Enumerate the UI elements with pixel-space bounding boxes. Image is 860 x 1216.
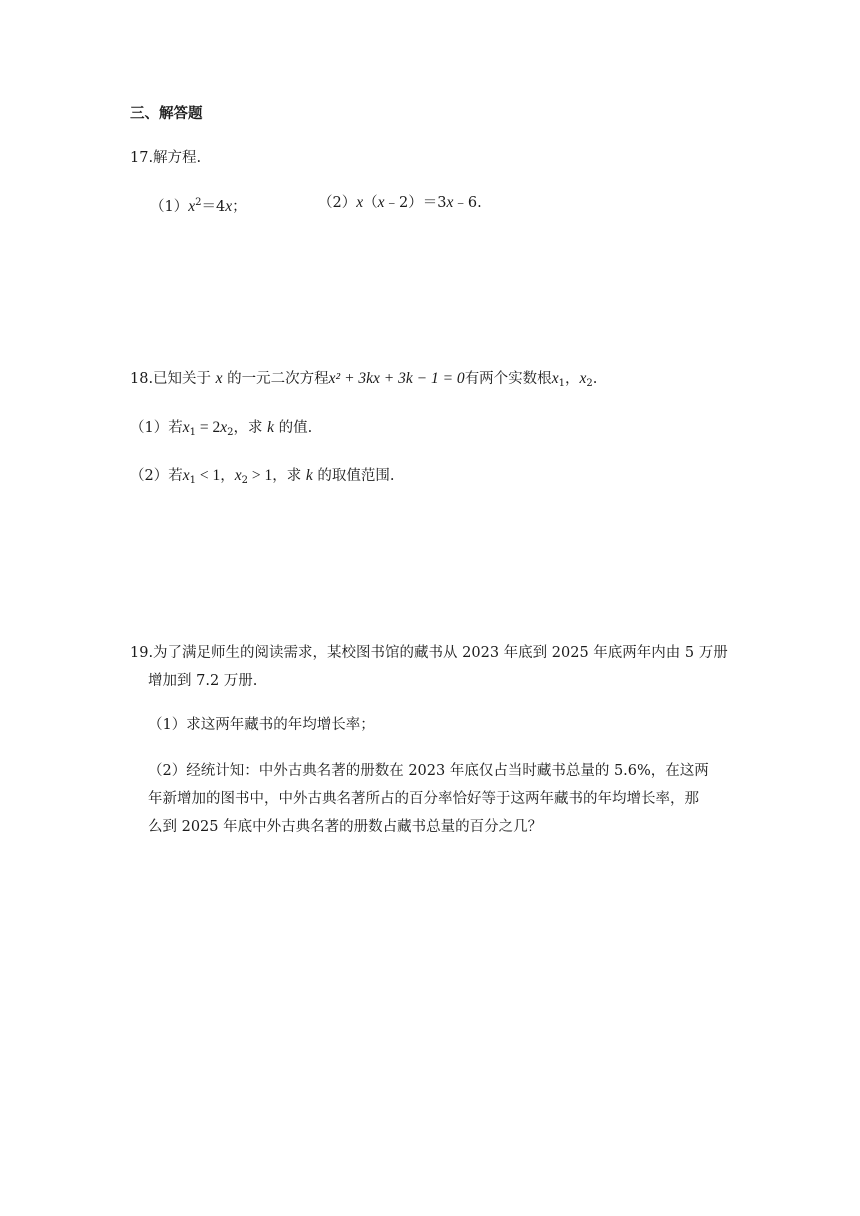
q17-title: 17.解方程.: [130, 150, 202, 166]
q17-part1-exp: 2: [195, 197, 202, 208]
q18-part2-label: （2）若: [130, 468, 183, 484]
q18-part1-text-a: ，求: [233, 420, 263, 436]
q18-part1-sub2: 2: [227, 427, 234, 438]
q18-part2-text-a: ，求: [272, 468, 302, 484]
q17-part1-var2: x: [225, 198, 233, 215]
q17-part1-label: （1）: [150, 199, 189, 215]
q18-part2-c1-var: x: [182, 467, 190, 484]
q18-period: .: [592, 371, 598, 387]
q18-part2-c1-rel: < 1: [196, 467, 221, 484]
q18-part1-var1: x: [182, 419, 190, 436]
q18-part1-text-b: 的值.: [278, 420, 313, 436]
q17-part2-label: （2）: [318, 195, 357, 211]
q18-part2: [130, 466, 394, 491]
q18-comma: ，: [564, 371, 580, 387]
q17-part1: [150, 193, 247, 217]
q18-part2-c1-sub: 1: [189, 475, 196, 486]
q17-part2-var2: x: [377, 194, 385, 211]
q19-line2: 增加到 7.2 万册.: [148, 673, 258, 689]
q18-part2-c2-rel: > 1: [248, 467, 273, 484]
q18-part1-label: （1）若: [130, 420, 183, 436]
q18-intro-c: 有两个实数根: [464, 371, 552, 387]
q17-part2-var1: x: [356, 194, 364, 211]
q18-intro-a: 18.已知关于: [130, 371, 212, 387]
q18-part2-c2-var: x: [234, 467, 242, 484]
q17-part1-end: ；: [232, 199, 247, 215]
section-heading: 三、解答题: [130, 106, 203, 122]
q18-intro-b: 的一元二次方程: [227, 371, 329, 387]
q18-part1: [130, 418, 312, 443]
q17-part2-paren: （: [363, 195, 378, 211]
q17-part1-var1: x: [188, 198, 196, 215]
q18-intro-var: x: [215, 370, 223, 387]
q17-part2: [318, 193, 482, 213]
q18-part2-text-b: 的取值范围.: [317, 468, 395, 484]
q19-part2-line3: 么到 2025 年底中外古典名著的册数占藏书总量的百分之几？: [148, 819, 543, 835]
q19-part2-line1: （2）经统计知：中外古典名著的册数在 2023 年底仅占当时藏书总量的 5.6%，在这两: [148, 763, 709, 779]
q17-part2-minus2: ﹣2）＝3: [384, 195, 447, 211]
q18-intro: [130, 369, 597, 394]
q18-root2: x: [579, 370, 587, 387]
q18-root1: x: [551, 370, 559, 387]
q18-equation: x² + 3kx + 3k − 1 = 0: [328, 370, 465, 387]
q17-part2-tail: ﹣6.: [453, 195, 482, 211]
q18-part2-c2-sub: 2: [241, 475, 249, 486]
q18-root1-sub: 1: [558, 378, 565, 389]
q18-part1-k: k: [267, 419, 275, 436]
q18-part1-var2: x: [220, 419, 228, 436]
q18-part2-k: k: [305, 467, 313, 484]
q18-part2-sep: ，: [220, 468, 235, 484]
q18-part1-mid: = 2: [196, 419, 221, 436]
q19-part2-line2: 年新增加的图书中，中外古典名著所占的百分率恰好等于这两年藏书的年均增长率，那: [148, 791, 699, 807]
q19-part1: （1）求这两年藏书的年均增长率；: [148, 717, 375, 733]
q17-part1-eq: ＝4: [201, 199, 226, 215]
q18-root2-sub: 2: [586, 378, 593, 389]
q19-line1: 19.为了满足师生的阅读需求，某校图书馆的藏书从 2023 年底到 2025 年底两年内由 5 万册: [130, 645, 728, 661]
q17-part2-var3: x: [446, 194, 454, 211]
q18-part1-sub1: 1: [189, 427, 196, 438]
